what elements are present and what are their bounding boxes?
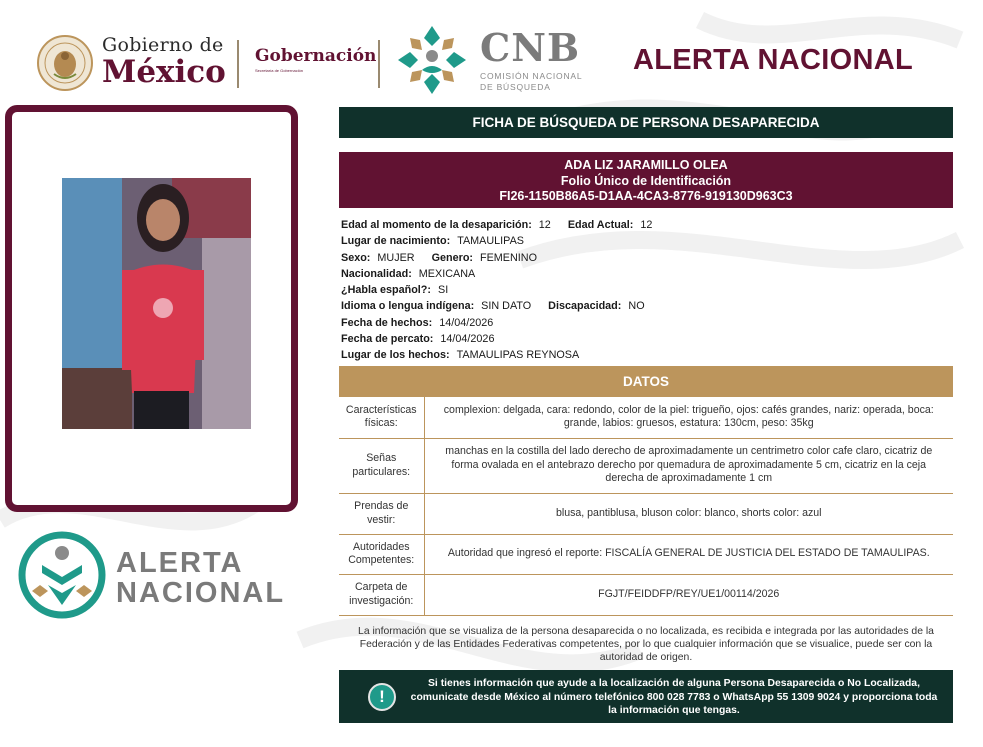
folio-label: Folio Único de Identificación [560,173,732,188]
fecha-hechos-label: Fecha de hechos: [341,316,433,329]
alerta-nacional-logo-icon [18,531,106,619]
lugar-hechos-value: TAMAULIPAS REYNOSA [456,349,580,362]
alerta-nacional-title: ALERTA NACIONAL [633,44,913,76]
info-row-espanol [341,282,652,298]
missing-person-photo [62,178,251,429]
fecha-hechos-value: 14/04/2026 [439,316,494,329]
row-label: Características físicas: [339,397,424,438]
sexo-value: MUJER [377,251,415,264]
gobernacion-sub-text: Secretaría de Gobernación [255,68,304,73]
datos-table [339,397,953,616]
edad-desap-value: 12 [538,219,551,231]
contact-text: Si tienes información que ayude a la localización de alguna Persona Desaparecida o No Localizada, comunicate desde México al número telefónico 800 028 7783 o WhatsApp 55 1309 9024 y proporciona toda la información que tengas. [410,678,938,716]
disclaimer-text: La información que se visualiza de la persona desaparecida o no localizada, es recibida e integrada por las autoridades de la Federación y de las Entidades Federativas competentes, por lo que cualquier información que se visualice, puede ser con la autoridad de origen. [358,626,934,664]
edad-actual-label: Edad Actual: [567,219,634,231]
table-row [339,397,953,438]
cnb-subtitle-2: DE BÚSQUEDA [480,82,551,92]
header-divider [378,40,380,88]
lugar-hechos-label: Lugar de los hechos: [341,349,450,362]
info-row-idioma [341,298,652,314]
idioma-value: SIN DATO [481,300,532,313]
row-value: Autoridad que ingresó el reporte: FISCALÍA GENERAL DE JUSTICIA DEL ESTADO DE TAMAULIPAS. [424,534,953,574]
header [0,0,983,105]
logo-line-1: ALERTA [116,547,244,579]
row-label: Señas particulares: [339,438,424,493]
person-info [341,217,652,364]
espanol-value: SI [438,284,449,297]
edad-desap-label: Edad al momento de la desaparición: [341,219,532,231]
idioma-label: Idioma o lengua indígena: [341,300,475,313]
row-value: FGJT/FEIDDFP/REY/UE1/00114/2026 [424,574,953,615]
ficha-title-bar: FICHA DE BÚSQUEDA DE PERSONA DESAPARECIDA [339,107,953,138]
row-label: Autoridades Competentes: [339,534,424,574]
sexo-label: Sexo: [341,251,371,264]
person-name-box [339,152,953,208]
table-row [339,438,953,493]
photo-frame [5,105,298,512]
folio-number: FI26-1150B86A5-D1AA-4CA3-8776-919130D963C3 [499,189,793,203]
gobierno-de-text: Gobierno de [102,34,224,56]
header-divider [237,40,239,88]
cnb-subtitle-1: COMISIÓN NACIONAL [480,71,583,81]
edad-actual-value: 12 [640,219,653,231]
row-value: complexion: delgada, cara: redondo, color de la piel: trigueño, ojos: cafés grandes, nariz: operada, boca: grande, labios: gruesos, estatura: 130cm, peso: 35kg [424,397,953,438]
table-row [339,574,953,615]
datos-header: DATOS [339,366,953,397]
info-row-edad [341,217,652,233]
genero-value: FEMENINO [480,251,537,264]
exclamation-icon: ! [368,683,396,711]
discapacidad-label: Discapacidad: [548,300,622,313]
mexico-text: México [102,54,226,90]
cnb-logo-icon [396,24,468,96]
alerta-nacional-logo-text [116,548,285,608]
nacionalidad-label: Nacionalidad: [341,267,412,280]
espanol-label: ¿Habla español?: [341,284,431,297]
info-row-lugar-nac [341,233,652,249]
row-label: Prendas de vestir: [339,493,424,534]
lugar-nac-value: TAMAULIPAS [457,235,524,248]
table-row [339,534,953,574]
info-row-fecha-percato [341,331,652,347]
fecha-percato-value: 14/04/2026 [440,333,495,346]
contact-banner [339,670,953,723]
lugar-nac-label: Lugar de nacimiento: [341,235,451,248]
info-row-sexo [341,250,652,266]
info-row-nacionalidad [341,266,652,282]
row-label: Carpeta de investigación: [339,574,424,615]
cnb-text: CNB [480,25,581,70]
genero-label: Genero: [431,251,474,264]
info-row-lugar-hechos [341,347,652,363]
gobernacion-text: Gobernación [255,46,377,66]
nacionalidad-value: MEXICANA [418,267,476,280]
mexico-seal-icon [36,34,94,92]
discapacidad-value: NO [628,300,645,313]
person-name: ADA LIZ JARAMILLO OLEA [564,158,728,172]
table-row [339,493,953,534]
row-value: blusa, pantiblusa, bluson color: blanco, shorts color: azul [424,493,953,534]
info-row-fecha-hechos [341,315,652,331]
fecha-percato-label: Fecha de percato: [341,333,434,346]
logo-line-2: NACIONAL [116,577,286,609]
row-value: manchas en la costilla del lado derecho de aproximadamente un centrimetro color cafe claro, cicatriz de forma ovalada en el antebrazo derecho por quemadura de aproximadamente 5 cm, cicatriz en la ceja derecha de aproximadamente 1 cm [424,438,953,493]
photo-illustration [62,178,251,429]
